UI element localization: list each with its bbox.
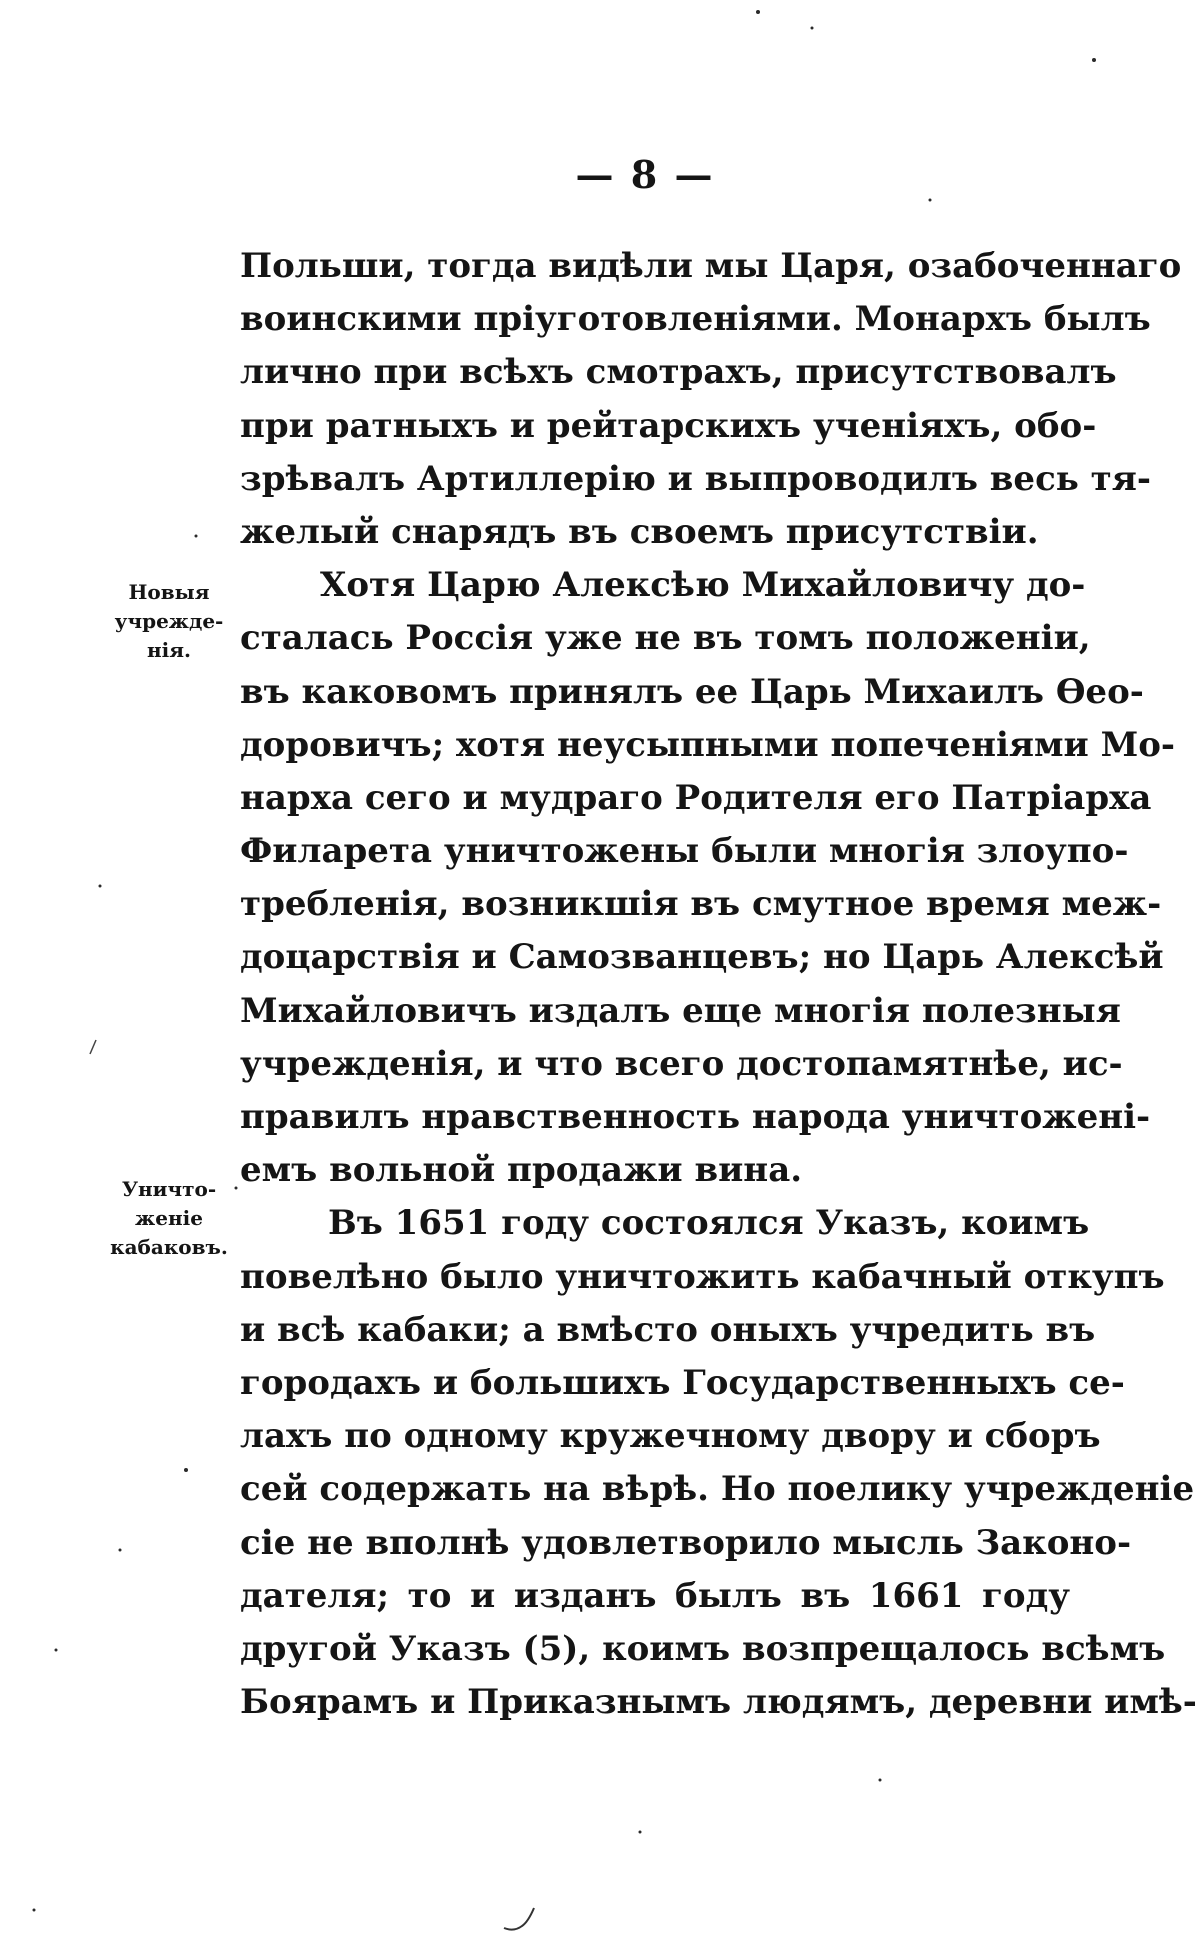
speck: [929, 199, 932, 202]
ink-mark: [90, 1040, 96, 1054]
text-line: Боярамъ и Приказнымъ людямъ, деревни имѣ-: [240, 1682, 1197, 1723]
text-line: учрежденія, и что всего достопамятнѣе, ис-: [240, 1043, 1123, 1084]
text-line: при ратныхъ и рейтарскихъ ученіяхъ, обо-: [240, 405, 1097, 446]
text-line: лично при всѣхъ смотрахъ, присутствовалъ: [240, 352, 1117, 393]
speck: [195, 535, 198, 538]
speck: [33, 1909, 36, 1912]
text-line: лахъ по одному кружечному двору и сборъ: [240, 1416, 1101, 1457]
main-text: [240, 240, 1197, 1729]
speck: [639, 1831, 642, 1834]
text-line: городахъ и большихъ Государственныхъ се-: [240, 1362, 1125, 1403]
speck: [879, 1779, 882, 1782]
text-line: нарха сего и мудраго Родителя его Патріарха: [240, 777, 1152, 818]
text-line: Филарета уничтожены были многія злоупо-: [240, 831, 1129, 872]
text-line: Польши, тогда видѣли мы Царя, озабоченнаго: [240, 246, 1182, 286]
speck: [1092, 58, 1096, 62]
text-line: требленія, возникшія въ смутное время меж-: [240, 884, 1162, 925]
text-line: и всѣ кабаки; а вмѣсто оныхъ учредить въ: [240, 1309, 1096, 1350]
margin-note-abolition-of-taverns: [94, 1175, 244, 1262]
text-line: зрѣвалъ Артиллерію и выпроводилъ весь тя-: [240, 458, 1151, 499]
text-line: Михайловичъ издалъ еще многія полезныя: [240, 990, 1121, 1031]
text-line: дателя; то и изданъ былъ въ 1661 году: [240, 1575, 1070, 1616]
speck: [756, 10, 760, 14]
text-line: Хотя Царю Алексѣю Михайловичу до-: [320, 565, 1086, 606]
margin-note-line: нія.: [147, 638, 191, 662]
text-line: сталась Россія уже не въ томъ положеніи,: [240, 618, 1091, 659]
ink-mark: [504, 1908, 534, 1930]
margin-note-line: Уничто-: [121, 1177, 217, 1201]
text-line: емъ вольной продажи вина.: [240, 1150, 803, 1191]
text-line: повелѣно было уничтожить кабачный откупъ: [240, 1256, 1165, 1297]
speck: [184, 1468, 188, 1472]
speck: [55, 1649, 58, 1652]
text-line: доровичъ; хотя неусыпными попеченіями Мо-: [240, 724, 1175, 765]
speck: [811, 27, 814, 30]
text-line: сіе не вполнѣ удовлетворило мысль Законо-: [240, 1522, 1132, 1563]
speck: [99, 885, 102, 888]
text-line: въ каковомъ принялъ ее Царь Михаилъ Ѳео-: [240, 671, 1144, 712]
margin-note-line: учрежде-: [114, 609, 224, 633]
margin-note-line: Новыя: [128, 580, 210, 604]
margin-note-new-institutions: [94, 578, 244, 665]
text-line: Въ 1651 году состоялся Указъ, коимъ: [328, 1203, 1090, 1244]
text-line: правилъ нравственность народа уничтоженi-: [240, 1097, 1151, 1137]
text-line: желый снарядъ въ своемъ присутствіи.: [240, 511, 1039, 552]
text-line: воинскими пріуготовленіями. Монархъ былъ: [240, 299, 1151, 340]
speck: [119, 1549, 122, 1552]
margin-note-line: женіе: [135, 1206, 203, 1230]
margin-note-line: кабаковъ.: [110, 1235, 228, 1259]
text-line: другой Указъ (5), коимъ возпрещалось всѣмъ: [240, 1628, 1166, 1669]
page-number: — 8 —: [575, 152, 715, 197]
text-line: доцарствія и Самозванцевъ; но Царь Алексѣй: [240, 937, 1164, 978]
text-line: сей содержать на вѣрѣ. Но поелику учрежденіе: [240, 1469, 1195, 1510]
